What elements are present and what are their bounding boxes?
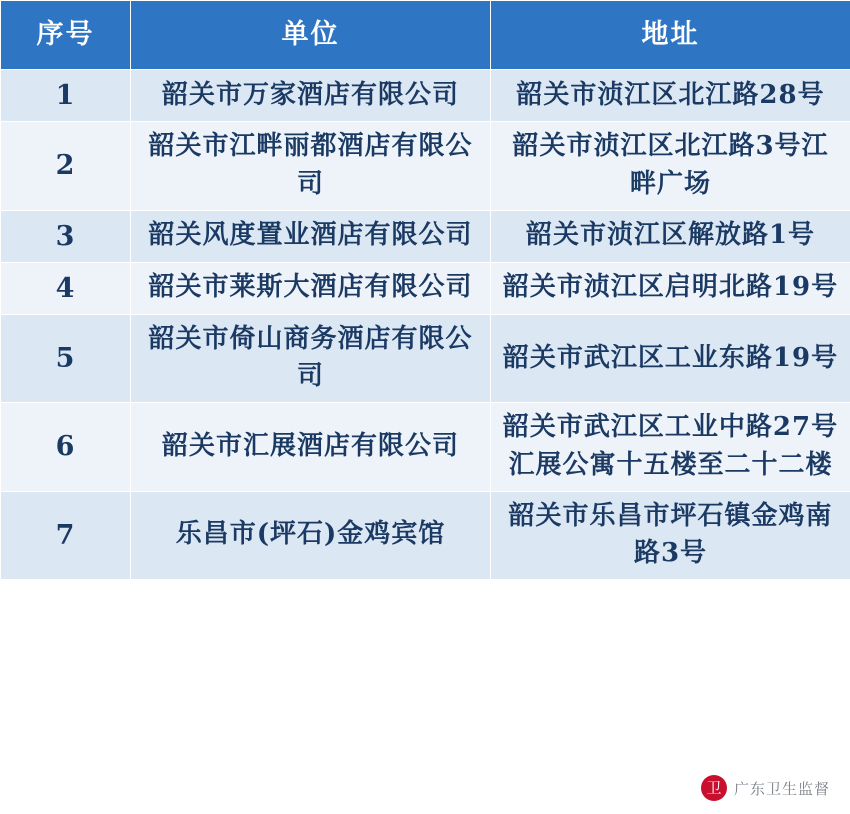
cell-unit: 韶关市莱斯大酒店有限公司 [131,262,491,314]
table-row [1,210,850,262]
table-body [1,70,850,580]
column-header-unit: 单位 [131,1,491,70]
watermark-badge [694,770,842,806]
column-header-address: 地址 [491,1,850,70]
cell-address: 韶关市浈江区启明北路19号 [491,262,850,314]
cell-index: 2 [1,122,131,210]
cell-unit: 韶关风度置业酒店有限公司 [131,210,491,262]
watermark-logo-icon: 卫 [701,775,727,801]
cell-unit: 韶关市倚山商务酒店有限公司 [131,314,491,402]
cell-unit: 韶关市万家酒店有限公司 [131,70,491,122]
cell-index: 4 [1,262,131,314]
table-row [1,70,850,122]
table-row [1,314,850,402]
cell-index: 1 [1,70,131,122]
cell-index: 5 [1,314,131,402]
table-header [1,1,850,70]
cell-index: 6 [1,403,131,491]
cell-address: 韶关市浈江区北江路3号江畔广场 [491,122,850,210]
cell-unit: 乐昌市(坪石)金鸡宾馆 [131,491,491,579]
cell-address: 韶关市浈江区解放路1号 [491,210,850,262]
table-row [1,491,850,579]
table-row [1,122,850,210]
table-row [1,403,850,491]
cell-address: 韶关市乐昌市坪石镇金鸡南路3号 [491,491,850,579]
column-header-index: 序号 [1,1,131,70]
cell-unit: 韶关市江畔丽都酒店有限公司 [131,122,491,210]
table-header-row [1,1,850,70]
cell-unit: 韶关市汇展酒店有限公司 [131,403,491,491]
cell-index: 3 [1,210,131,262]
cell-index: 7 [1,491,131,579]
cell-address: 韶关市武江区工业中路27号汇展公寓十五楼至二十二楼 [491,403,850,491]
watermark-label: 广东卫生监督 [733,779,830,798]
cell-address: 韶关市武江区工业东路19号 [491,314,850,402]
cell-address: 韶关市浈江区北江路28号 [491,70,850,122]
table-row [1,262,850,314]
